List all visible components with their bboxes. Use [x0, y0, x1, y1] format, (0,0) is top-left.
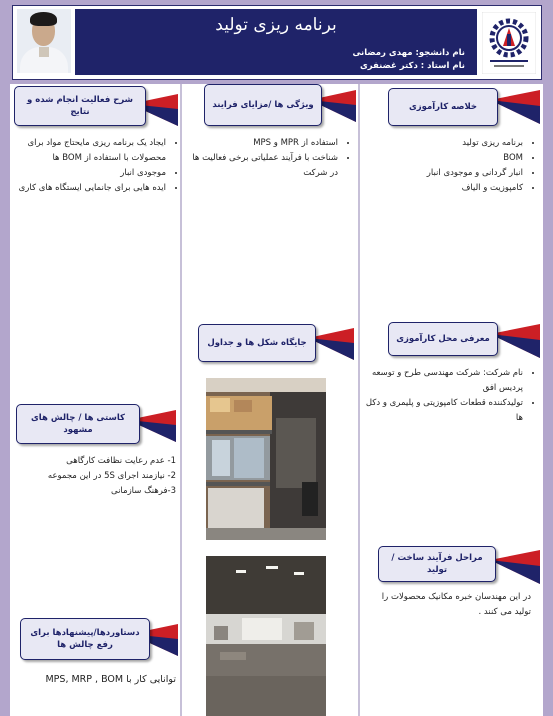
features-item: • استفاده از MPR و MPS [188, 136, 338, 151]
issues-title: کاستی ها / چالش های مشهود [16, 404, 140, 444]
poster-title: برنامه ریزی تولید [215, 15, 337, 35]
achievements-text: توانایی کار با MPS, MRP , BOM [45, 674, 176, 685]
features-title: ویژگی ها /مزایای فرایند [204, 84, 322, 126]
company-item: • نام شرکت: شرکت مهندسی طرح و توسعه پردیس افق [365, 366, 523, 396]
summary-item: • انبار گردانی و موجودی انبار [373, 166, 523, 181]
company-title: معرفی محل کارآموزی [388, 322, 498, 356]
issues-item: 2- نیازمند اجرای 5S در این مجموعه [47, 471, 176, 481]
issues-item: 3-فرهنگ سازمانی [110, 486, 176, 496]
company-item: • تولیدکننده قطعات کامپوزیتی و پلیمری و دکل ها [365, 396, 523, 426]
summary-title: خلاصه کارآموزی [388, 88, 498, 126]
process-title: مراحل فرآیند ساخت / تولید [378, 546, 496, 582]
supervisor-name: نام استاد : دکتر غضنفری [359, 61, 465, 71]
header-meta [352, 47, 465, 73]
header [12, 5, 542, 80]
activities-title: شرح فعالیت انجام شده و نتایج [14, 86, 146, 126]
summary-item: • BOM [373, 151, 523, 166]
activities-list [14, 136, 176, 196]
summary-item: • برنامه ریزی تولید [373, 136, 523, 151]
issues-list [14, 454, 176, 499]
poster-body [10, 84, 543, 716]
summary-list [373, 136, 533, 196]
warehouse-photo [206, 378, 326, 540]
features-list [188, 136, 348, 181]
activities-item: • ایده هایی برای جانمایی ایستگاه های کاری [14, 181, 166, 196]
right-column [360, 84, 543, 716]
student-name: نام دانشجو: مهدی رمضانی [352, 48, 465, 58]
university-logo [482, 12, 536, 74]
activities-item: • ایجاد یک برنامه ریزی مایحتاج مواد برای محصولات با استفاده از BOM ها [14, 136, 166, 166]
summary-item: • کامپوزیت و الیاف [373, 181, 523, 196]
activities-item: • موجودی انبار [14, 166, 166, 181]
left-column [10, 84, 182, 716]
features-item: • شناخت با فرآیند عملیاتی برخی فعالیت ها در شرکت [188, 151, 338, 181]
middle-column [182, 84, 360, 716]
process-text: در این مهندسان خبره مکانیک محصولات را تولید می کنند . [381, 592, 531, 617]
issues-item: 1- عدم رعایت نظافت کارگاهی [66, 456, 176, 466]
header-band [75, 9, 477, 75]
student-photo [17, 9, 71, 73]
workshop-photo [206, 556, 326, 716]
place-title: جایگاه شکل ها و جداول [198, 324, 316, 362]
company-list [365, 366, 533, 426]
achievements-title: دستاوردها/پیشنهادها برای رفع چالش ها [20, 618, 150, 660]
